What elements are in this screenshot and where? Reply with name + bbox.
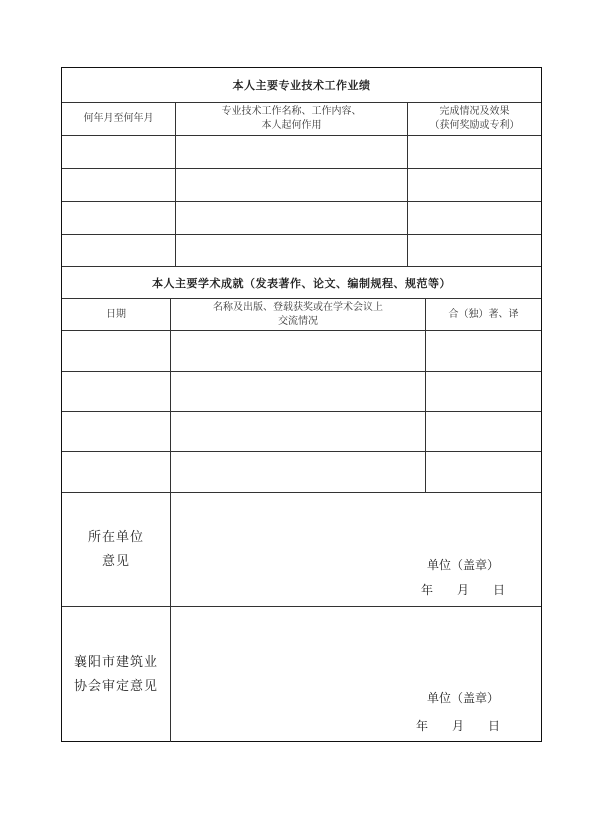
association-opinion-field[interactable] (170, 607, 541, 742)
association-opinion-label-line2: 协会审定意见 (73, 678, 158, 694)
work-header-row (62, 102, 541, 135)
work-result-cell[interactable] (407, 136, 541, 168)
academic-author-cell[interactable] (425, 331, 541, 371)
academic-section-title-row (62, 266, 541, 298)
academic-row (62, 371, 541, 411)
work-content-cell[interactable] (175, 136, 407, 168)
academic-title-header (170, 299, 425, 330)
association-date-label: 年 月 日 (416, 719, 501, 733)
academic-title-cell[interactable] (170, 331, 425, 371)
academic-row (62, 330, 541, 371)
work-row (62, 135, 541, 168)
work-row (62, 168, 541, 201)
academic-section-title: 本人主要学术成就（发表著作、论文、编制规程、规范等） (152, 276, 451, 290)
unit-opinion-field[interactable] (170, 493, 541, 606)
work-content-cell[interactable] (175, 169, 407, 201)
academic-date-header: 日期 (106, 308, 126, 320)
work-row (62, 201, 541, 234)
unit-opinion-label (62, 493, 170, 606)
academic-header-row (62, 298, 541, 330)
association-opinion-row (62, 606, 541, 742)
academic-row (62, 411, 541, 451)
work-period-cell[interactable] (62, 235, 175, 266)
academic-date-cell[interactable] (62, 331, 170, 371)
work-content-header-line1: 专业技术工作名称、工作内容、 (221, 106, 362, 117)
academic-title-header-line2: 交流情况 (278, 315, 318, 327)
work-result-header-line2: （获何奖励或专利） (429, 120, 520, 131)
work-row (62, 234, 541, 266)
academic-date-cell[interactable] (62, 372, 170, 411)
work-period-cell[interactable] (62, 202, 175, 234)
unit-opinion-label-line1: 所在单位 (87, 529, 144, 545)
work-section-title: 本人主要专业技术工作业绩 (232, 79, 371, 92)
work-period-cell[interactable] (62, 169, 175, 201)
achievement-form (61, 67, 542, 742)
academic-title-cell[interactable] (170, 372, 425, 411)
work-content-header-line2: 本人起何作用 (261, 120, 322, 131)
work-content-cell[interactable] (175, 202, 407, 234)
academic-title-header-line1: 名称及出版、登载获奖或在学术会议上 (213, 301, 383, 313)
unit-seal-label: 单位（盖章） (427, 558, 500, 572)
academic-author-cell[interactable] (425, 452, 541, 492)
academic-date-cell[interactable] (62, 412, 170, 451)
work-section-title-row (62, 68, 541, 102)
academic-row (62, 451, 541, 492)
academic-author-header: 合（独）著、译 (425, 299, 541, 330)
unit-date-label: 年 月 日 (421, 583, 506, 597)
association-opinion-label (62, 607, 170, 742)
work-result-cell[interactable] (407, 235, 541, 266)
work-content-header (175, 103, 407, 135)
work-period-cell[interactable] (62, 136, 175, 168)
academic-date-cell[interactable] (62, 452, 170, 492)
work-result-cell[interactable] (407, 202, 541, 234)
academic-author-cell[interactable] (425, 412, 541, 451)
unit-opinion-label-line2: 意见 (101, 553, 130, 569)
work-result-header-line1: 完成情况及效果 (439, 106, 510, 117)
work-content-cell[interactable] (175, 235, 407, 266)
association-opinion-label-line1: 襄阳市建筑业 (73, 654, 158, 670)
unit-opinion-row (62, 492, 541, 606)
work-period-header: 何年月至何年月 (83, 113, 154, 124)
association-seal-label: 单位（盖章） (427, 691, 500, 705)
work-result-header (407, 103, 541, 135)
academic-author-cell[interactable] (425, 372, 541, 411)
academic-title-cell[interactable] (170, 412, 425, 451)
work-result-cell[interactable] (407, 169, 541, 201)
academic-title-cell[interactable] (170, 452, 425, 492)
